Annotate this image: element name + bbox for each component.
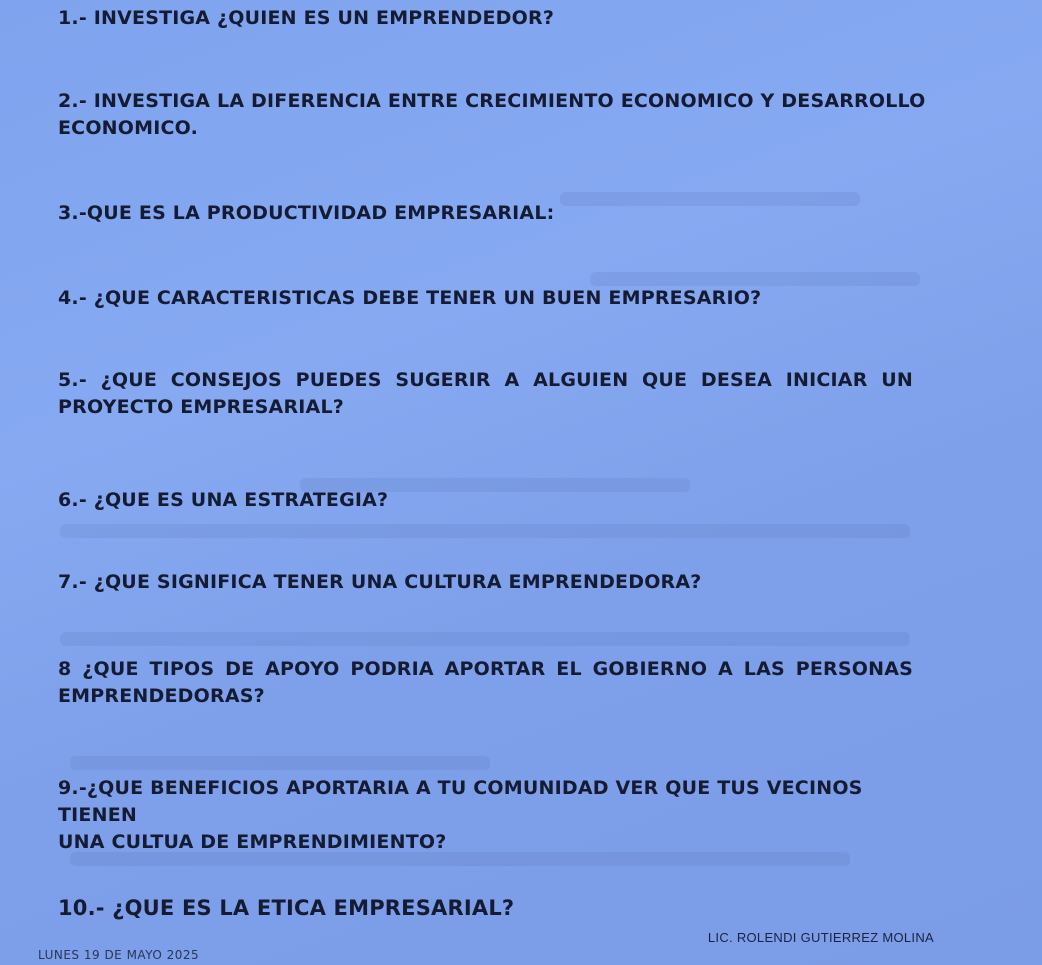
- question-2-text-line2: ECONOMICO.: [58, 117, 199, 139]
- question-5-text-line2: PROYECTO EMPRESARIAL?: [58, 396, 344, 418]
- question-6: [58, 487, 388, 514]
- bleed-through-shadow: [70, 756, 490, 770]
- question-9-text-line1: 9.-¿QUE BENEFICIOS APORTARIA A TU COMUNIDAD VER QUE TUS VECINOS TIENEN: [58, 777, 863, 826]
- question-9: [58, 775, 938, 856]
- question-3-text: 3.-QUE ES LA PRODUCTIVIDAD EMPRESARIAL:: [58, 202, 555, 224]
- question-8: [58, 656, 913, 710]
- question-4: [58, 285, 761, 312]
- question-3: [58, 200, 554, 227]
- question-4-text: 4.- ¿QUE CARACTERISTICAS DEBE TENER UN BUEN EMPRESARIO?: [58, 287, 762, 309]
- question-6-text: 6.- ¿QUE ES UNA ESTRATEGIA?: [58, 489, 389, 511]
- question-5-text-line1: 5.- ¿QUE CONSEJOS PUEDES SUGERIR A ALGUIEN QUE DESEA INICIAR UN: [58, 369, 913, 391]
- bleed-through-shadow: [60, 524, 910, 538]
- question-7: [58, 569, 702, 596]
- question-2-text-line1: 2.- INVESTIGA LA DIFERENCIA ENTRE CRECIMIENTO ECONOMICO Y DESARROLLO: [58, 90, 926, 112]
- bleed-through-shadow: [590, 272, 920, 286]
- question-5: [58, 367, 913, 421]
- question-2: [58, 88, 926, 142]
- question-8-text-line2: EMPRENDEDORAS?: [58, 685, 265, 707]
- bleed-through-shadow: [60, 632, 910, 646]
- question-9-text-line2: UNA CULTUA DE EMPRENDIMIENTO?: [58, 831, 447, 853]
- question-10-text: 10.- ¿QUE ES LA ETICA EMPRESARIAL?: [58, 896, 515, 920]
- question-7-text: 7.- ¿QUE SIGNIFICA TENER UNA CULTURA EMPRENDEDORA?: [58, 571, 702, 593]
- question-10: [58, 895, 514, 922]
- question-1-text: 1.- INVESTIGA ¿QUIEN ES UN EMPRENDEDOR?: [58, 7, 555, 29]
- document-date: LUNES 19 DE MAYO 2025: [38, 948, 200, 962]
- question-8-text-line1: 8 ¿QUE TIPOS DE APOYO PODRIA APORTAR EL GOBIERNO A LAS PERSONAS: [58, 658, 913, 680]
- bleed-through-shadow: [560, 192, 860, 206]
- teacher-signature: LIC. ROLENDI GUTIERREZ MOLINA: [707, 930, 934, 945]
- question-1: [58, 5, 554, 32]
